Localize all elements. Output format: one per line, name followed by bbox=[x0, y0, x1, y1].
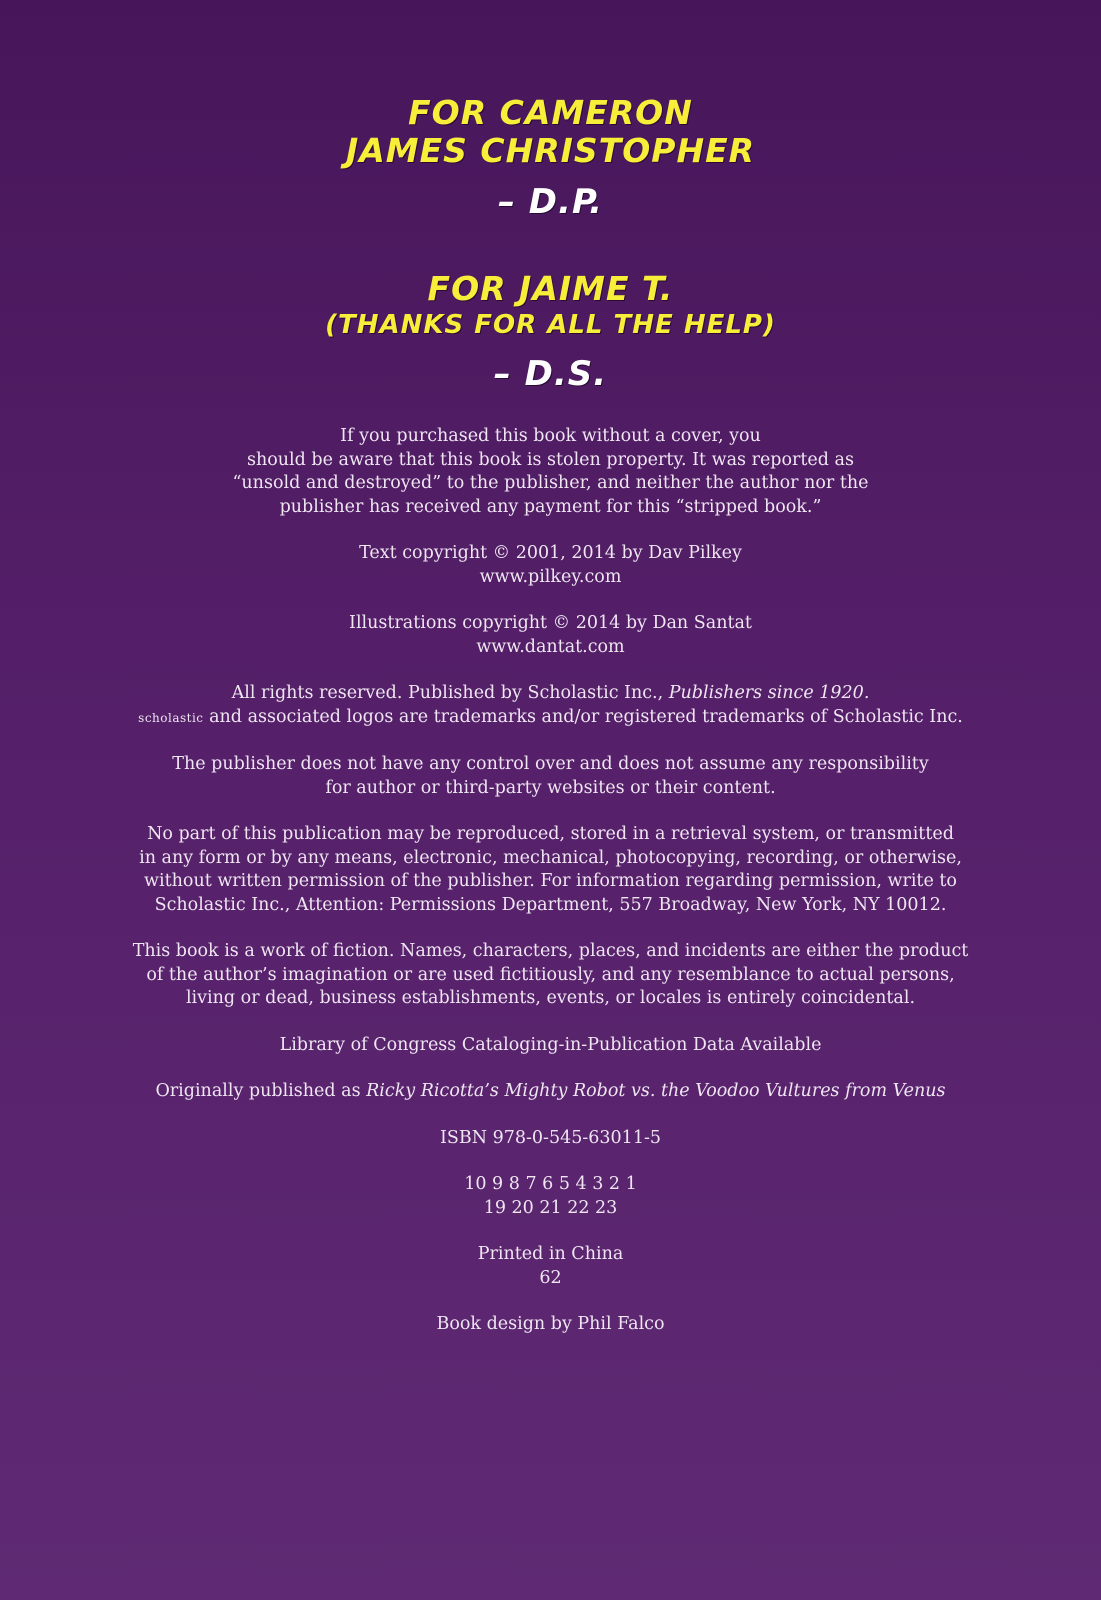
dedication-signature: – D.S. bbox=[493, 354, 608, 394]
reproduction-line: without written permission of the publisher. For information regarding permission, write to bbox=[144, 871, 957, 891]
fiction-line: of the author’s imagination or are used fictitiously, and any resemblance to actual persons, bbox=[146, 964, 955, 985]
print-sequence: 10 9 8 7 6 5 4 3 2 1 bbox=[464, 1174, 637, 1194]
fiction-notice bbox=[0, 940, 1101, 1011]
reproduction-notice bbox=[0, 823, 1101, 917]
disclaimer-line: The publisher does not have any control over and does not assume any responsibility bbox=[172, 754, 929, 774]
legal-text bbox=[0, 425, 1101, 1360]
printing-numbers bbox=[0, 1173, 1101, 1220]
trademark-text: and associated logos are trademarks and/or registered trademarks of Scholastic Inc. bbox=[203, 706, 963, 727]
author-website-link: www.pilkey.com bbox=[479, 566, 622, 587]
dedication-dp bbox=[0, 94, 1101, 222]
text-copyright bbox=[0, 542, 1101, 589]
publisher-tagline: Publishers since 1920. bbox=[668, 683, 870, 703]
illustrations-copyright bbox=[0, 612, 1101, 659]
reproduction-line: Scholastic Inc., Attention: Permissions Department, 557 Broadway, New York, NY 10012. bbox=[154, 894, 947, 915]
stripped-book-notice bbox=[0, 425, 1101, 519]
original-book-title: Ricky Ricotta’s Mighty Robot vs. the Voodoo Vultures from Venus bbox=[366, 1081, 946, 1101]
dedication-line: JAMES CHRISTOPHER bbox=[345, 131, 756, 170]
notice-line: “unsold and destroyed” to the publisher, and neither the author nor the bbox=[232, 473, 869, 493]
isbn bbox=[0, 1127, 1101, 1151]
book-design-credit bbox=[0, 1313, 1101, 1337]
original-title-line bbox=[0, 1080, 1101, 1104]
rights-text: All rights reserved. Published by Scholastic Inc., bbox=[231, 683, 669, 703]
printed-in bbox=[0, 1243, 1101, 1290]
reproduction-line: in any form or by any means, electronic, mechanical, photocopying, recording, or otherwise, bbox=[139, 847, 962, 868]
original-prefix: Originally published as bbox=[155, 1081, 367, 1101]
dedication-subline: (THANKS FOR ALL THE HELP) bbox=[325, 310, 776, 340]
disclaimer-line: for author or third-party websites or their content. bbox=[325, 777, 776, 798]
dedication-signature: – D.P. bbox=[497, 182, 604, 222]
text-copyright-line: Text copyright © 2001, 2014 by Dav Pilkey bbox=[359, 543, 742, 563]
notice-line: If you purchased this book without a cover, you bbox=[340, 426, 761, 446]
cip-line: Library of Congress Cataloging-in-Publication Data Available bbox=[279, 1034, 822, 1055]
original-title bbox=[0, 1080, 1101, 1104]
design-line: Book design by Phil Falco bbox=[436, 1314, 665, 1334]
rights-line-1 bbox=[0, 682, 1101, 706]
fiction-line: living or dead, business establishments, events, or locales is entirely coincidental. bbox=[185, 988, 916, 1008]
rights-line-2 bbox=[0, 706, 1101, 731]
illustrator-website-link: www.dantat.com bbox=[476, 636, 625, 657]
printed-country: Printed in China bbox=[477, 1244, 624, 1264]
year-sequence: 19 20 21 22 23 bbox=[483, 1197, 618, 1218]
publisher-disclaimer bbox=[0, 753, 1101, 800]
printed-line bbox=[0, 1243, 1101, 1290]
dedication-line: FOR JAIME T. bbox=[427, 269, 674, 308]
notice-line: should be aware that this book is stolen property. It was reported as bbox=[247, 449, 854, 470]
fiction-line: This book is a work of fiction. Names, characters, places, and incidents are either the product bbox=[132, 941, 969, 961]
scholastic-wordmark: scholastic bbox=[138, 710, 204, 725]
notice-line: publisher has received any payment for this “stripped book.” bbox=[279, 496, 822, 517]
printer-code: 62 bbox=[539, 1267, 562, 1288]
dedication-line: FOR CAMERON bbox=[408, 93, 693, 132]
reproduction-line: No part of this publication may be reproduced, stored in a retrieval system, or transmitted bbox=[147, 824, 954, 844]
dedication-ds bbox=[0, 270, 1101, 394]
rights-reserved bbox=[0, 682, 1101, 730]
illustrations-copyright-line: Illustrations copyright © 2014 by Dan Santat bbox=[349, 613, 752, 633]
isbn-line: ISBN 978-0-545-63011-5 bbox=[439, 1127, 662, 1148]
cip-data bbox=[0, 1034, 1101, 1058]
printing-line bbox=[0, 1173, 1101, 1220]
